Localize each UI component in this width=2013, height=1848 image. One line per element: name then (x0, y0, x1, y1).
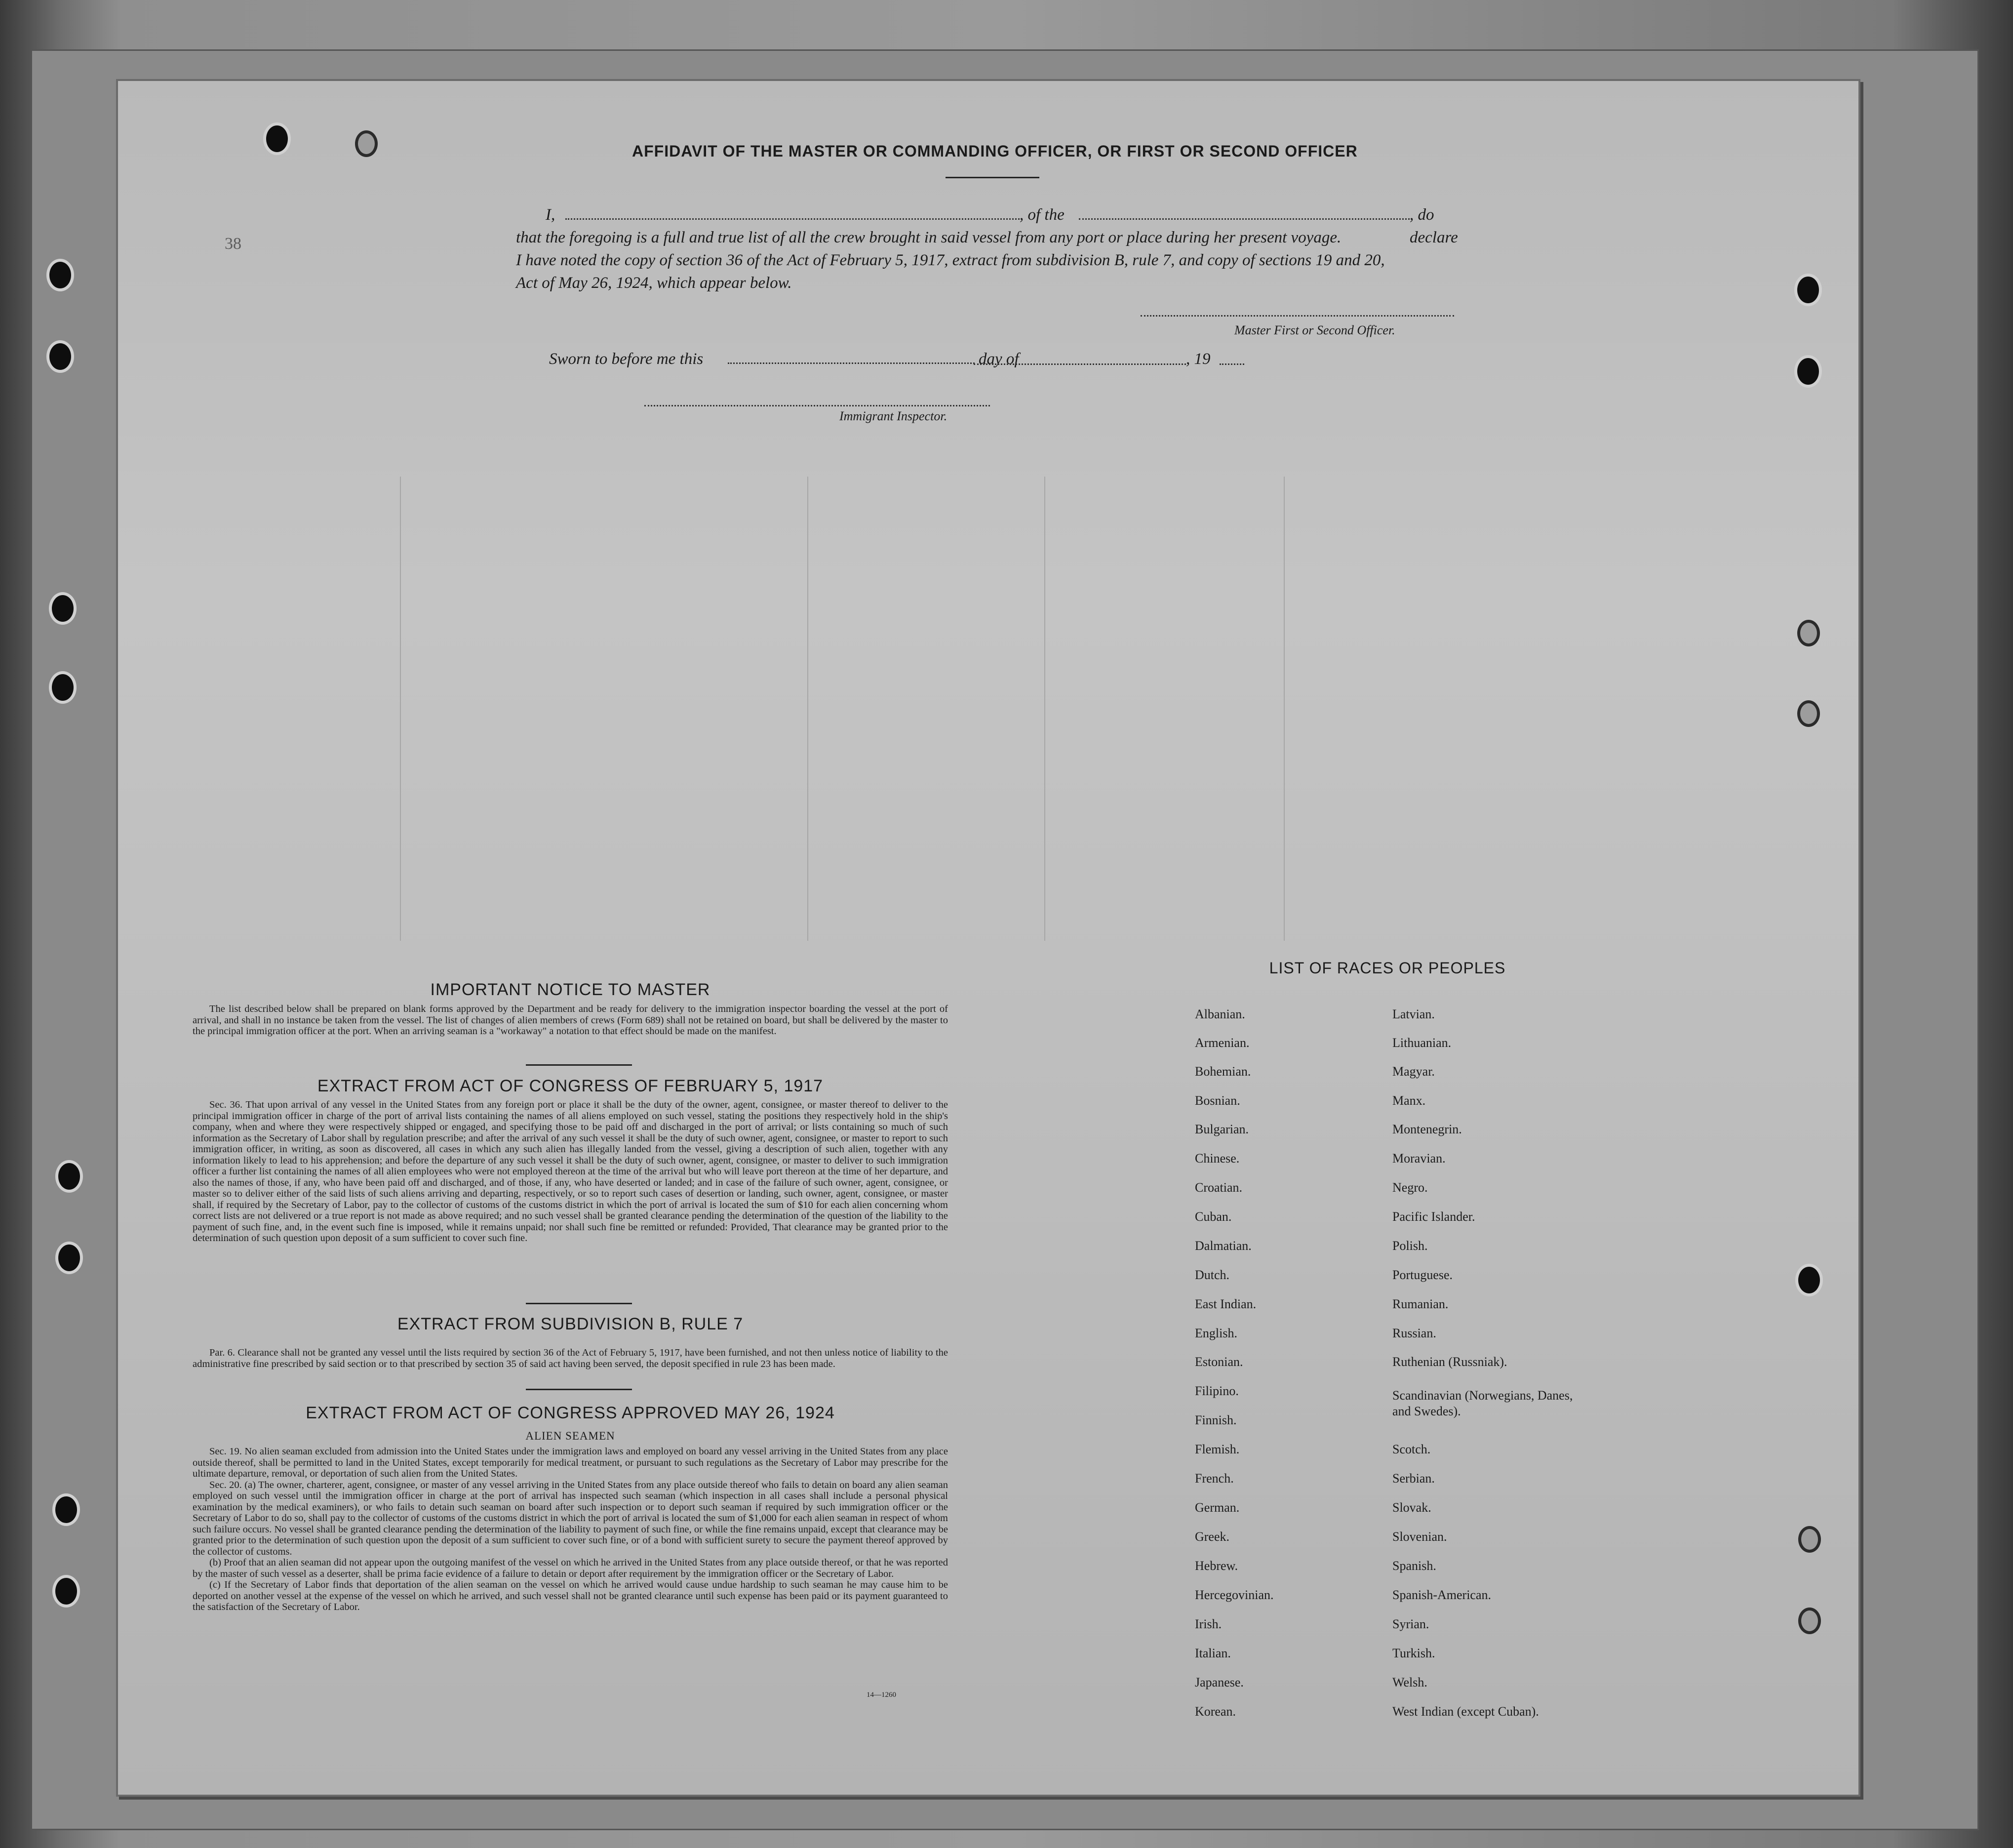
punch-hole (355, 130, 378, 157)
race-left-23: Italian. (1195, 1646, 1231, 1660)
race-left-2: Armenian. (1195, 1036, 1250, 1050)
notice-title: IMPORTANT NOTICE TO MASTER (430, 980, 710, 999)
declaration-of-the: , of the (1020, 206, 1065, 224)
race-right-17: Slovak. (1392, 1500, 1431, 1515)
race-left-6: Chinese. (1195, 1151, 1240, 1165)
races-title: LIST OF RACES OR PEOPLES (1269, 959, 1506, 977)
race-right-14: Scandinavian (Norwegians, Danes, and Swedes). (1392, 1388, 1573, 1418)
race-left-9: Dalmatian. (1195, 1239, 1252, 1253)
race-right-18: Slovenian. (1392, 1529, 1447, 1544)
race-right-6: Moravian. (1392, 1151, 1446, 1165)
column-line (1044, 477, 1045, 941)
race-left-12: English. (1195, 1326, 1237, 1340)
column-line (807, 477, 808, 941)
race-left-25: Korean. (1195, 1704, 1236, 1719)
race-right-13: Ruthenian (Russniak). (1392, 1355, 1507, 1369)
punch-hole (1798, 1526, 1821, 1553)
notice-paragraph: The list described below shall be prepared on blank forms approved by the Department and be ready for delivery to the immigration inspector boarding the vessel at the port of arrival, and shall in no instance be taken from the vessel. The list of changes of alien members of crews (Form 689) shall not be retained on board, but shall be delivered by the master to the principal immigration officer at the port. When an arriving seaman is a "workaway" a notation to that effect should be made on the manifest. (193, 1004, 948, 1037)
declaration-line-2: that the foregoing is a full and true list of all the crew brought in said vessel from any port or place during her present voyage. (516, 229, 1342, 246)
declaration-i: I, (546, 206, 555, 224)
race-left-13: Estonian. (1195, 1355, 1243, 1369)
race-right-19: Spanish. (1392, 1559, 1436, 1573)
extract-1924-title: EXTRACT FROM ACT OF CONGRESS APPROVED MAY 26, 1924 (306, 1404, 835, 1422)
sec20b-paragraph: (b) Proof that an alien seaman did not appear upon the outgoing manifest of the vessel on which he arrived in the United States from any place outside thereof, or that he was reported by the master of such vessel as a deserter, shall be prima facie evidence of a failure to detain or deport after requirement by the immigration officer or the Secretary of Labor. (193, 1557, 948, 1579)
punch-hole (49, 262, 71, 288)
column-line (1284, 477, 1285, 941)
race-right-3: Magyar. (1392, 1064, 1435, 1079)
punch-hole (58, 1245, 80, 1271)
inspector-caption: Immigrant Inspector. (839, 409, 947, 423)
punch-hole (52, 674, 74, 701)
sworn-line (549, 348, 1240, 370)
race-right-2: Lithuanian. (1392, 1036, 1452, 1050)
master-caption: Master First or Second Officer. (1234, 323, 1395, 337)
column-line (400, 477, 401, 941)
race-left-8: Cuban. (1195, 1209, 1232, 1224)
race-left-17: French. (1195, 1471, 1234, 1486)
punch-hole (49, 343, 71, 370)
race-left-16: Flemish. (1195, 1442, 1240, 1456)
race-right-5: Montenegrin. (1392, 1122, 1462, 1136)
race-left-7: Croatian. (1195, 1180, 1243, 1195)
race-right-4: Manx. (1392, 1093, 1426, 1108)
race-left-14: Filipino. (1195, 1384, 1239, 1398)
race-right-11: Rumanian. (1392, 1297, 1449, 1311)
race-right-9: Polish. (1392, 1239, 1428, 1253)
race-left-22: Irish. (1195, 1617, 1222, 1631)
race-right-24: West Indian (except Cuban). (1392, 1704, 1539, 1719)
month-blank (974, 363, 1186, 365)
punch-hole (1798, 1607, 1821, 1634)
sec19-paragraph: Sec. 19. No alien seaman excluded from admission into the United States under the immigration laws and employed on board any vessel arriving in the United States from any place outside thereof, shall be permitted to land in the United States, except temporarily for medical treatment, or pursuant to such regulations as the Secretary of Labor may prescribe for the ultimate departure, removal, or deportation of such alien from the United States. (193, 1446, 948, 1479)
affidavit-declaration (516, 203, 1479, 294)
declaration-line-3: I have noted the copy of section 36 of the Act of February 5, 1917, extract from subdivision B, rule 7, and copy of sections 19 and 20, (516, 251, 1385, 269)
race-right-12: Russian. (1392, 1326, 1436, 1340)
form-number: 14—1260 (867, 1691, 896, 1699)
punch-hole (55, 1578, 77, 1605)
title-rule (946, 177, 1039, 178)
year-blank (1220, 363, 1244, 365)
punch-hole (52, 595, 74, 622)
race-left-20: Hebrew. (1195, 1559, 1238, 1573)
margin-number: 38 (225, 235, 241, 253)
punch-hole (266, 125, 288, 152)
race-right-8: Pacific Islander. (1392, 1209, 1475, 1224)
punch-hole (58, 1163, 80, 1190)
sec36-paragraph: Sec. 36. That upon arrival of any vessel in the United States from any foreign port or place it shall be the duty of the owner, agent, consignee, or master thereof to deliver to the principal immigration officer in charge of the port of arrival lists containing the names of all aliens employed on such vessel, stating the positions they respectively hold in the ship's company, when and where they were respectively shipped or engaged, and specifying those to be paid off and discharged in the port of arrival; or lists containing so much of such information as the Secretary of Labor shall by regulation prescribe; and after the arrival of any such vessel it shall be the duty of such owner, agent, consignee, or master to report to such immigration officer, in writing, as soon as discovered, all cases in which any such alien has illegally landed from the vessel, giving a description of such alien, together with any information likely to lead to his apprehension; and before the departure of any such vessel it shall be the duty of such owner, agent, consignee, or master to deliver to such immigration officer a further list containing the names of all alien employees who were not employed thereon at the time of the arrival but who will leave port thereon at the time of her departure, and also the names of those, if any, who have been paid off and discharged, and of those, if any, who have deserted or landed; and in case of the failure of such owner, agent, consignee, or master so to deliver either of the said lists of such aliens arriving and departing, respectively, or so to report such cases of desertion or landing, such owner, agent, consignee, or master shall, if required by the Secretary of Labor, pay to the collector of customs of the customs district in which the port of arrival is located the sum of $10 for each alien concerning whom correct lists are not delivered or a true report is not made as above required; and no such vessel shall be granted clearance pending the determination of the question of the liability to the payment of such fine, and, in the event such fine is imposed, while it remains unpaid; nor shall such fine be remitted or refunded: Provided, That clearance may be granted prior to the determination of such question upon deposit of a sum sufficient to cover such fine. (193, 1099, 948, 1244)
declaration-do-declare: , do declare (1410, 206, 1458, 246)
race-right-10: Portuguese. (1392, 1268, 1453, 1282)
race-left-24: Japanese. (1195, 1675, 1244, 1689)
race-left-10: Dutch. (1195, 1268, 1230, 1282)
punch-hole (1797, 358, 1819, 385)
extract-rule7-title: EXTRACT FROM SUBDIVISION B, RULE 7 (397, 1315, 744, 1333)
race-right-7: Negro. (1392, 1180, 1428, 1195)
name-blank (565, 218, 1020, 220)
master-signature-line (1141, 315, 1454, 317)
race-left-4: Bosnian. (1195, 1093, 1240, 1108)
race-left-19: Greek. (1195, 1529, 1230, 1544)
race-left-18: German. (1195, 1500, 1240, 1515)
notice-text (193, 1004, 948, 1037)
extract-1924-text (193, 1446, 948, 1613)
section-rule (526, 1389, 632, 1390)
race-left-11: East Indian. (1195, 1297, 1257, 1311)
punch-hole (1797, 620, 1820, 646)
race-right-21: Syrian. (1392, 1617, 1429, 1631)
sec20a-paragraph: Sec. 20. (a) The owner, charterer, agent, consignee, or master of any vessel arriving in the United States from any place outside thereof who fails to detain on board any alien seaman employed on such vessel until the immigration officer in charge at the port of arrival has inspected such seaman (which inspection in all cases shall include a personal physical examination by the medical examiners), or who fails to detain such seaman on board after such inspection or to deport such seaman if required by such immigration officer or the Secretary of Labor to do so, shall pay to the collector of customs of the customs district in which the port of arrival is located the sum of $1,000 for each alien seaman in respect of whom such failure occurs. No vessel shall be granted clearance pending the determination of the liability to payment of such fine, or while the fine remains unpaid, except that clearance may be granted prior to the determination of such question upon the deposit of a sum sufficient to cover such fine, or of a bond with sufficient surety to secure the payment thereof approved by the collector of customs. (193, 1479, 948, 1557)
race-right-16: Serbian. (1392, 1471, 1435, 1486)
punch-hole (1797, 277, 1819, 303)
race-right-22: Turkish. (1392, 1646, 1435, 1660)
extract-1917-title: EXTRACT FROM ACT OF CONGRESS OF FEBRUARY 5, 1917 (317, 1077, 824, 1095)
race-right-23: Welsh. (1392, 1675, 1427, 1689)
punch-hole (1798, 1267, 1820, 1293)
race-left-3: Bohemian. (1195, 1064, 1251, 1079)
par6-paragraph: Par. 6. Clearance shall not be granted any vessel until the lists required by section 36 of the Act of February 5, 1917, have been furnished, and not then unless notice of liability to the administrative fine prescribed by said section or to that prescribed by section 35 of said act having been served, the deposit specified in rule 23 has been made. (193, 1347, 948, 1369)
race-left-5: Bulgarian. (1195, 1122, 1249, 1136)
race-right-15: Scotch. (1392, 1442, 1431, 1456)
race-left-21: Hercegovinian. (1195, 1588, 1274, 1602)
race-right-1: Latvian. (1392, 1007, 1435, 1021)
vessel-blank (1079, 218, 1410, 220)
extract-1924-subtitle: ALIEN SEAMEN (525, 1430, 615, 1442)
sworn-text: Sworn to before me this (549, 350, 704, 368)
section-rule (526, 1064, 632, 1066)
sworn-year: , 19 (1186, 350, 1211, 368)
race-left-15: Finnish. (1195, 1413, 1237, 1427)
punch-hole (1797, 700, 1820, 727)
extract-1917-text (193, 1099, 948, 1244)
extract-rule7-text (193, 1347, 948, 1369)
sec20c-paragraph: (c) If the Secretary of Labor finds that deportation of the alien seaman on the vessel on which he arrived would cause undue hardship to such seaman he may cause him to be deported on another vessel at the expense of the vessel on which he arrived, and such vessel shall not be granted clearance until such expense has been paid or its payment guaranteed to the satisfaction of the Secretary of Labor. (193, 1579, 948, 1612)
affidavit-title: AFFIDAVIT OF THE MASTER OR COMMANDING OFFICER, OR FIRST OR SECOND OFFICER (632, 142, 1358, 160)
section-rule (526, 1303, 632, 1304)
declaration-line-4: Act of May 26, 1924, which appear below. (516, 274, 792, 292)
race-left-1: Albanian. (1195, 1007, 1245, 1021)
day-blank (728, 362, 975, 364)
inspector-signature-line (644, 405, 990, 406)
sworn-day-of: day of (979, 350, 1019, 368)
race-right-20: Spanish-American. (1392, 1588, 1492, 1602)
punch-hole (55, 1496, 77, 1523)
